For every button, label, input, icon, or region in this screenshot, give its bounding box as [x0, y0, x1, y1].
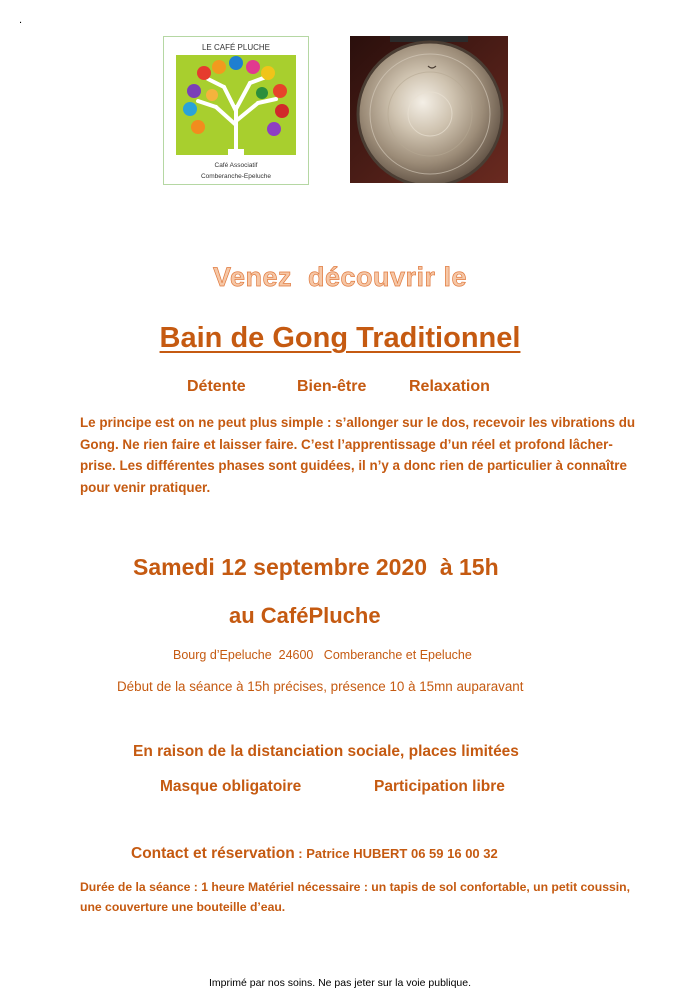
svg-text:LE CAFÉ PLUCHE: LE CAFÉ PLUCHE: [201, 43, 271, 52]
event-venue: au CaféPluche: [229, 603, 381, 628]
keyword-relaxation: Relaxation: [409, 378, 490, 395]
practical-info: Durée de la séance : 1 heure Matériel nécessaire : un tapis de sol confortable, un petit coussin, une couverture une bouteille d’eau.: [80, 880, 630, 914]
keyword-bien-etre: Bien-être: [297, 378, 367, 395]
distancing-notice: En raison de la distanciation sociale, places limitées: [133, 743, 519, 760]
gong-photo: [350, 36, 508, 183]
event-address: Bourg d’Epeluche 24600 Comberanche et Epeluche: [173, 648, 472, 662]
event-start-note: Début de la séance à 15h précises, présence 10 à 15mn auparavant: [117, 679, 524, 694]
page-title: Bain de Gong Traditionnel: [159, 322, 521, 354]
svg-text:Comberanche-Epeluche: Comberanche-Epeluche: [200, 173, 272, 180]
headline-venez: Venez découvrir le: [212, 262, 468, 292]
description-paragraph: Le principe est on ne peut plus simple : s’allonger sur le dos, recevoir les vibrations du Gong. Ne rien faire et laisser faire. C’est l’apprentissage d’un réel et profond lâcher-prise. Les différentes phases sont guidées, il n’y a donc rien de particulier à connaître pour venir pratiquer.: [80, 415, 636, 495]
keyword-detente: Détente: [187, 378, 246, 395]
cafe-pluche-logo: [163, 36, 309, 185]
contact-details: : Patrice HUBERT 06 59 16 00 32: [294, 846, 498, 861]
participation-notice: Participation libre: [374, 778, 505, 795]
contact-label: Contact et réservation: [131, 845, 295, 862]
contact-line: [131, 845, 498, 863]
stray-mark: .: [19, 14, 23, 26]
svg-text:Café Associatif: Café Associatif: [214, 162, 258, 169]
mask-notice: Masque obligatoire: [160, 778, 302, 795]
event-date: Samedi 12 septembre 2020 à 15h: [133, 554, 499, 580]
footer-note: Imprimé par nos soins. Ne pas jeter sur la voie publique.: [208, 977, 472, 989]
